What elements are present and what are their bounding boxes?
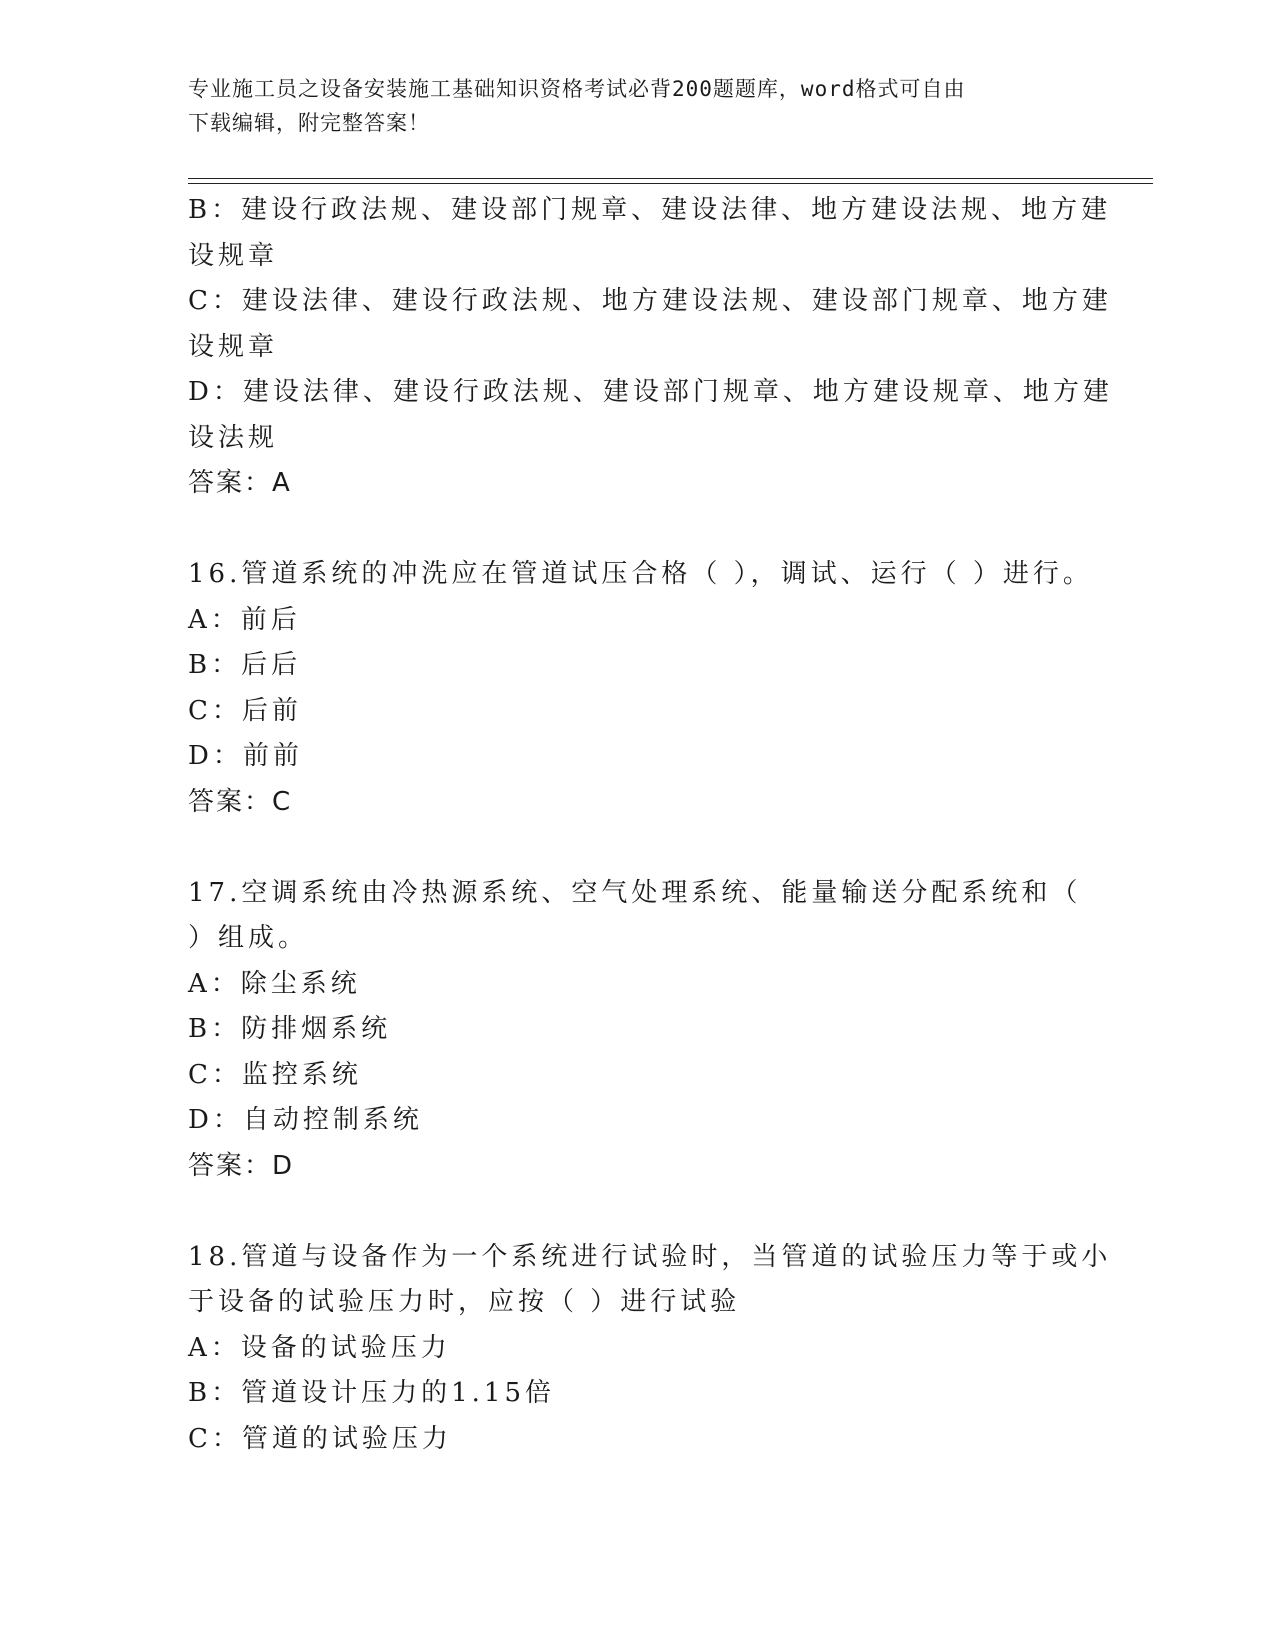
- option-line: D：建设法律、建设行政法规、建设部门规章、地方建设规章、地方建: [188, 377, 1113, 407]
- question-content: [188, 188, 1113, 1462]
- header-rule: [188, 178, 1153, 179]
- option-line: 设规章: [188, 331, 279, 362]
- header-line: 下载编辑，附完整答案！: [188, 111, 430, 135]
- option-line: C：建设法律、建设行政法规、地方建设法规、建设部门规章、地方建: [188, 286, 1112, 316]
- option-line: C：后前: [188, 695, 302, 726]
- header-line: 专业施工员之设备安装施工基础知识资格考试必背200题题库，word格式可自由: [188, 77, 966, 101]
- question-stem: 18.管道与设备作为一个系统进行试验时，当管道的试验压力等于或小: [188, 1241, 1112, 1272]
- option-line: A：除尘系统: [188, 968, 361, 999]
- option-line: C：监控系统: [188, 1059, 362, 1090]
- document-header: [188, 72, 1088, 140]
- option-line: B：防排烟系统: [188, 1014, 392, 1044]
- option-line: D：自动控制系统: [188, 1105, 423, 1135]
- option-line: D：前前: [188, 741, 303, 771]
- option-line: C：管道的试验压力: [188, 1423, 452, 1454]
- option-line: A：前后: [188, 604, 301, 635]
- question-stem: ）组成。: [188, 923, 309, 953]
- question-stem: 17.空调系统由冷热源系统、空气处理系统、能量输送分配系统和（: [188, 877, 1082, 908]
- answer-line: 答案：C: [188, 786, 293, 817]
- option-line: 设法规: [188, 422, 279, 453]
- question-stem: 于设备的试验压力时，应按（ ）进行试验: [188, 1287, 741, 1317]
- option-line: B：建设行政法规、建设部门规章、建设法律、地方建设法规、地方建: [188, 195, 1112, 225]
- option-line: A：设备的试验压力: [188, 1332, 451, 1363]
- question-stem: 16.管道系统的冲洗应在管道试压合格（ ），调试、运行（ ）进行。: [188, 559, 1093, 589]
- answer-line: 答案：D: [188, 1150, 295, 1181]
- option-line: B：管道设计压力的1.15倍: [188, 1378, 555, 1408]
- option-line: B：后后: [188, 650, 302, 680]
- answer-line: 答案：A: [188, 468, 292, 498]
- option-line: 设规章: [188, 240, 279, 271]
- header-rule: [188, 183, 1153, 184]
